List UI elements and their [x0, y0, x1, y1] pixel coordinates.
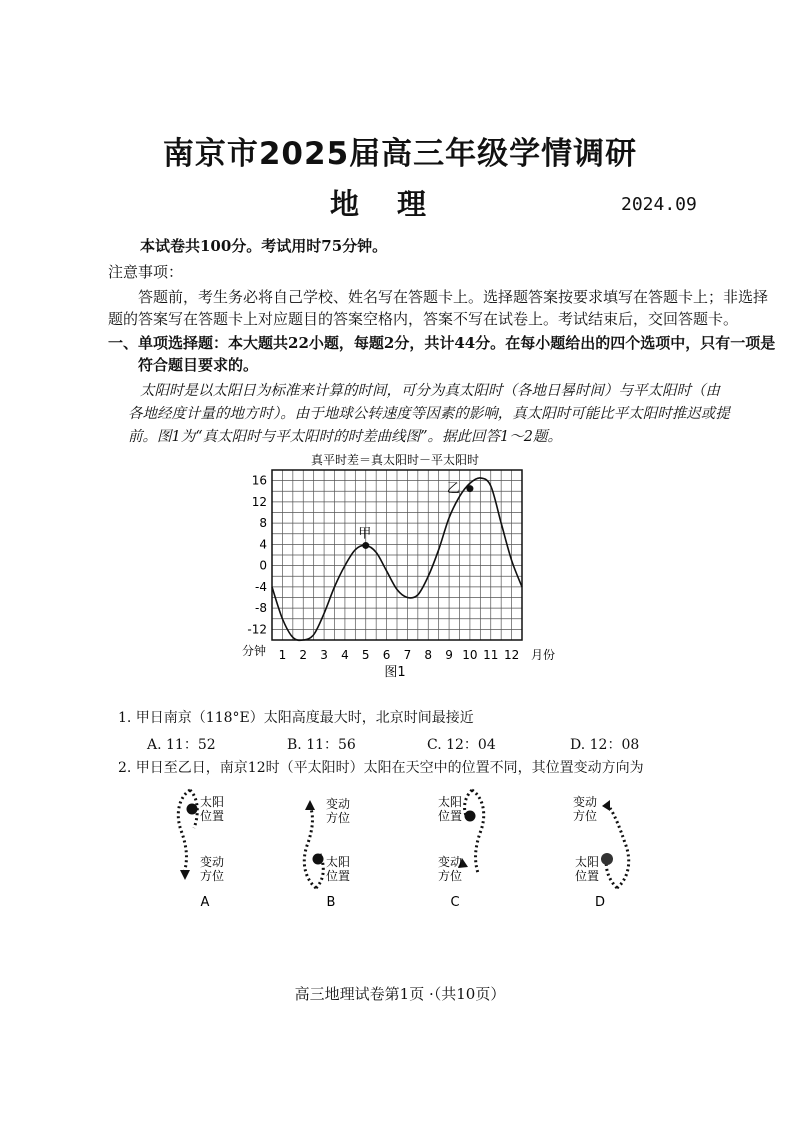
x-tick-label: 2	[299, 648, 308, 662]
sun-position-dot	[313, 854, 324, 865]
dir-label-2: 方位	[438, 869, 463, 883]
x-tick-label: 6	[382, 648, 391, 662]
sun-label-2: 位置	[575, 869, 600, 883]
notice-line-1: 答题前，考生务必将自己学校、姓名写在答题卡上。选择题答案按要求填写在答题卡上；非选择	[138, 288, 769, 306]
passage-line-2: 各地经度计量的地方时）。由于地球公转速度等因素的影响，真太阳时可能比平太阳时推迟或提	[128, 406, 730, 422]
x-tick-label: 9	[445, 648, 453, 662]
dir-label-1: 变动	[438, 855, 463, 869]
y-tick-label: -4	[255, 579, 267, 594]
q2-stem: 2. 甲日至乙日，南京12时（平太阳时）太阳在天空中的位置不同，其位置变动方向为	[118, 760, 644, 776]
y-tick-labels	[247, 474, 267, 637]
sun-position-dot	[465, 811, 476, 822]
page-footer: 高三地理试卷第1页 ·（共10页）	[294, 985, 506, 1003]
y-tick-label: 0	[259, 558, 267, 573]
time-difference-chart	[230, 448, 580, 683]
q2-diagram-c	[410, 778, 500, 913]
notice-line-2: 题的答案写在答题卡上对应题目的答案空格内，答案不写在试卷上。考试结束后，交回答题卡。	[108, 310, 739, 328]
x-tick-label: 8	[424, 648, 433, 662]
labeled-points	[358, 482, 473, 549]
dir-label-1: 变动	[326, 797, 351, 811]
x-tick-label: 4	[341, 648, 349, 662]
option-d-label: D	[594, 895, 606, 910]
subject-title: 地理	[330, 187, 465, 221]
x-tick-label: 5	[361, 648, 370, 662]
direction-arrow-icon	[180, 870, 190, 880]
x-tick-label: 7	[403, 648, 412, 662]
point-marker	[362, 542, 369, 549]
chart-title: 真平时差＝真太阳时－平太阳时	[310, 453, 480, 467]
sun-position-dot	[187, 804, 198, 815]
y-tick-label: -8	[255, 601, 267, 616]
dir-label-2: 方位	[200, 869, 225, 883]
dir-label-2: 方位	[573, 809, 598, 823]
dir-label-2: 方位	[326, 811, 351, 825]
x-tick-label: 3	[320, 648, 328, 662]
y-tick-label: 8	[259, 516, 267, 531]
sun-position-dot	[601, 853, 613, 865]
x-tick-label: 1	[278, 648, 287, 662]
q1-stem: 1. 甲日南京（118°E）太阳高度最大时，北京时间最接近	[118, 710, 474, 726]
sun-label-2: 位置	[438, 809, 463, 823]
direction-arrow-icon	[305, 800, 315, 810]
x-tick-label: 11	[483, 648, 499, 662]
q1-option-a: A. 11：52	[147, 737, 216, 753]
y-tick-label: 12	[251, 494, 267, 509]
sun-label-1: 太阳	[326, 855, 351, 869]
direction-arrow-icon	[602, 800, 610, 811]
point-label: 乙	[446, 481, 460, 497]
path-dotted-line	[610, 808, 629, 888]
path-dotted-line	[304, 806, 316, 888]
x-axis-label: 月份	[531, 648, 556, 662]
y-axis-label: 分钟	[242, 644, 267, 658]
section-heading-line-1: 一、单项选择题：本大题共22小题，每题2分，共计44分。在每小题给出的四个选项中，只有一项是	[108, 334, 776, 352]
point-label: 甲	[358, 526, 372, 542]
q1-option-d: D. 12：08	[570, 737, 640, 753]
sun-label-1: 太阳	[200, 795, 225, 809]
passage-line-1: 太阳时是以太阳日为标准来计算的时间，可分为真太阳时（各地日晷时间）与平太阳时（由	[140, 383, 720, 399]
path-dotted-line	[178, 790, 190, 873]
path-dotted-line	[472, 790, 484, 873]
sun-label-1: 太阳	[438, 795, 463, 809]
x-tick-labels	[279, 648, 520, 662]
point-marker	[466, 485, 473, 492]
y-tick-label: -12	[247, 622, 267, 637]
q1-option-b: B. 11：56	[287, 737, 356, 753]
sun-label-2: 位置	[200, 809, 225, 823]
dir-label-1: 变动	[200, 855, 225, 869]
q2-diagram-a	[160, 778, 250, 913]
passage-line-3: 前。图1为“真太阳时与平太阳时的时差曲线图”。据此回答1～2题。	[128, 429, 562, 445]
option-c-label: C	[450, 895, 460, 910]
q2-diagram-d	[555, 778, 645, 913]
sun-label-2: 位置	[326, 869, 351, 883]
sun-label-1: 太阳	[575, 855, 600, 869]
x-tick-label: 10	[462, 648, 478, 662]
x-tick-label: 12	[503, 648, 520, 662]
figure-caption: 图1	[384, 665, 406, 680]
option-a-label: A	[200, 895, 210, 910]
exam-date: 2024.09	[621, 194, 697, 215]
option-b-label: B	[326, 895, 336, 910]
y-tick-label: 16	[251, 473, 267, 488]
dir-label-1: 变动	[573, 795, 598, 809]
chart-grid	[272, 470, 522, 640]
exam-info: 本试卷共100分。考试用时75分钟。	[140, 237, 388, 255]
notice-title: 注意事项：	[108, 263, 184, 281]
section-heading-line-2: 符合题目要求的。	[138, 356, 259, 374]
q1-option-c: C. 12：04	[427, 737, 496, 753]
y-tick-label: 4	[259, 537, 267, 552]
exam-title: 南京市2025届高三年级学情调研	[162, 136, 638, 172]
q2-diagram-b	[286, 778, 376, 913]
